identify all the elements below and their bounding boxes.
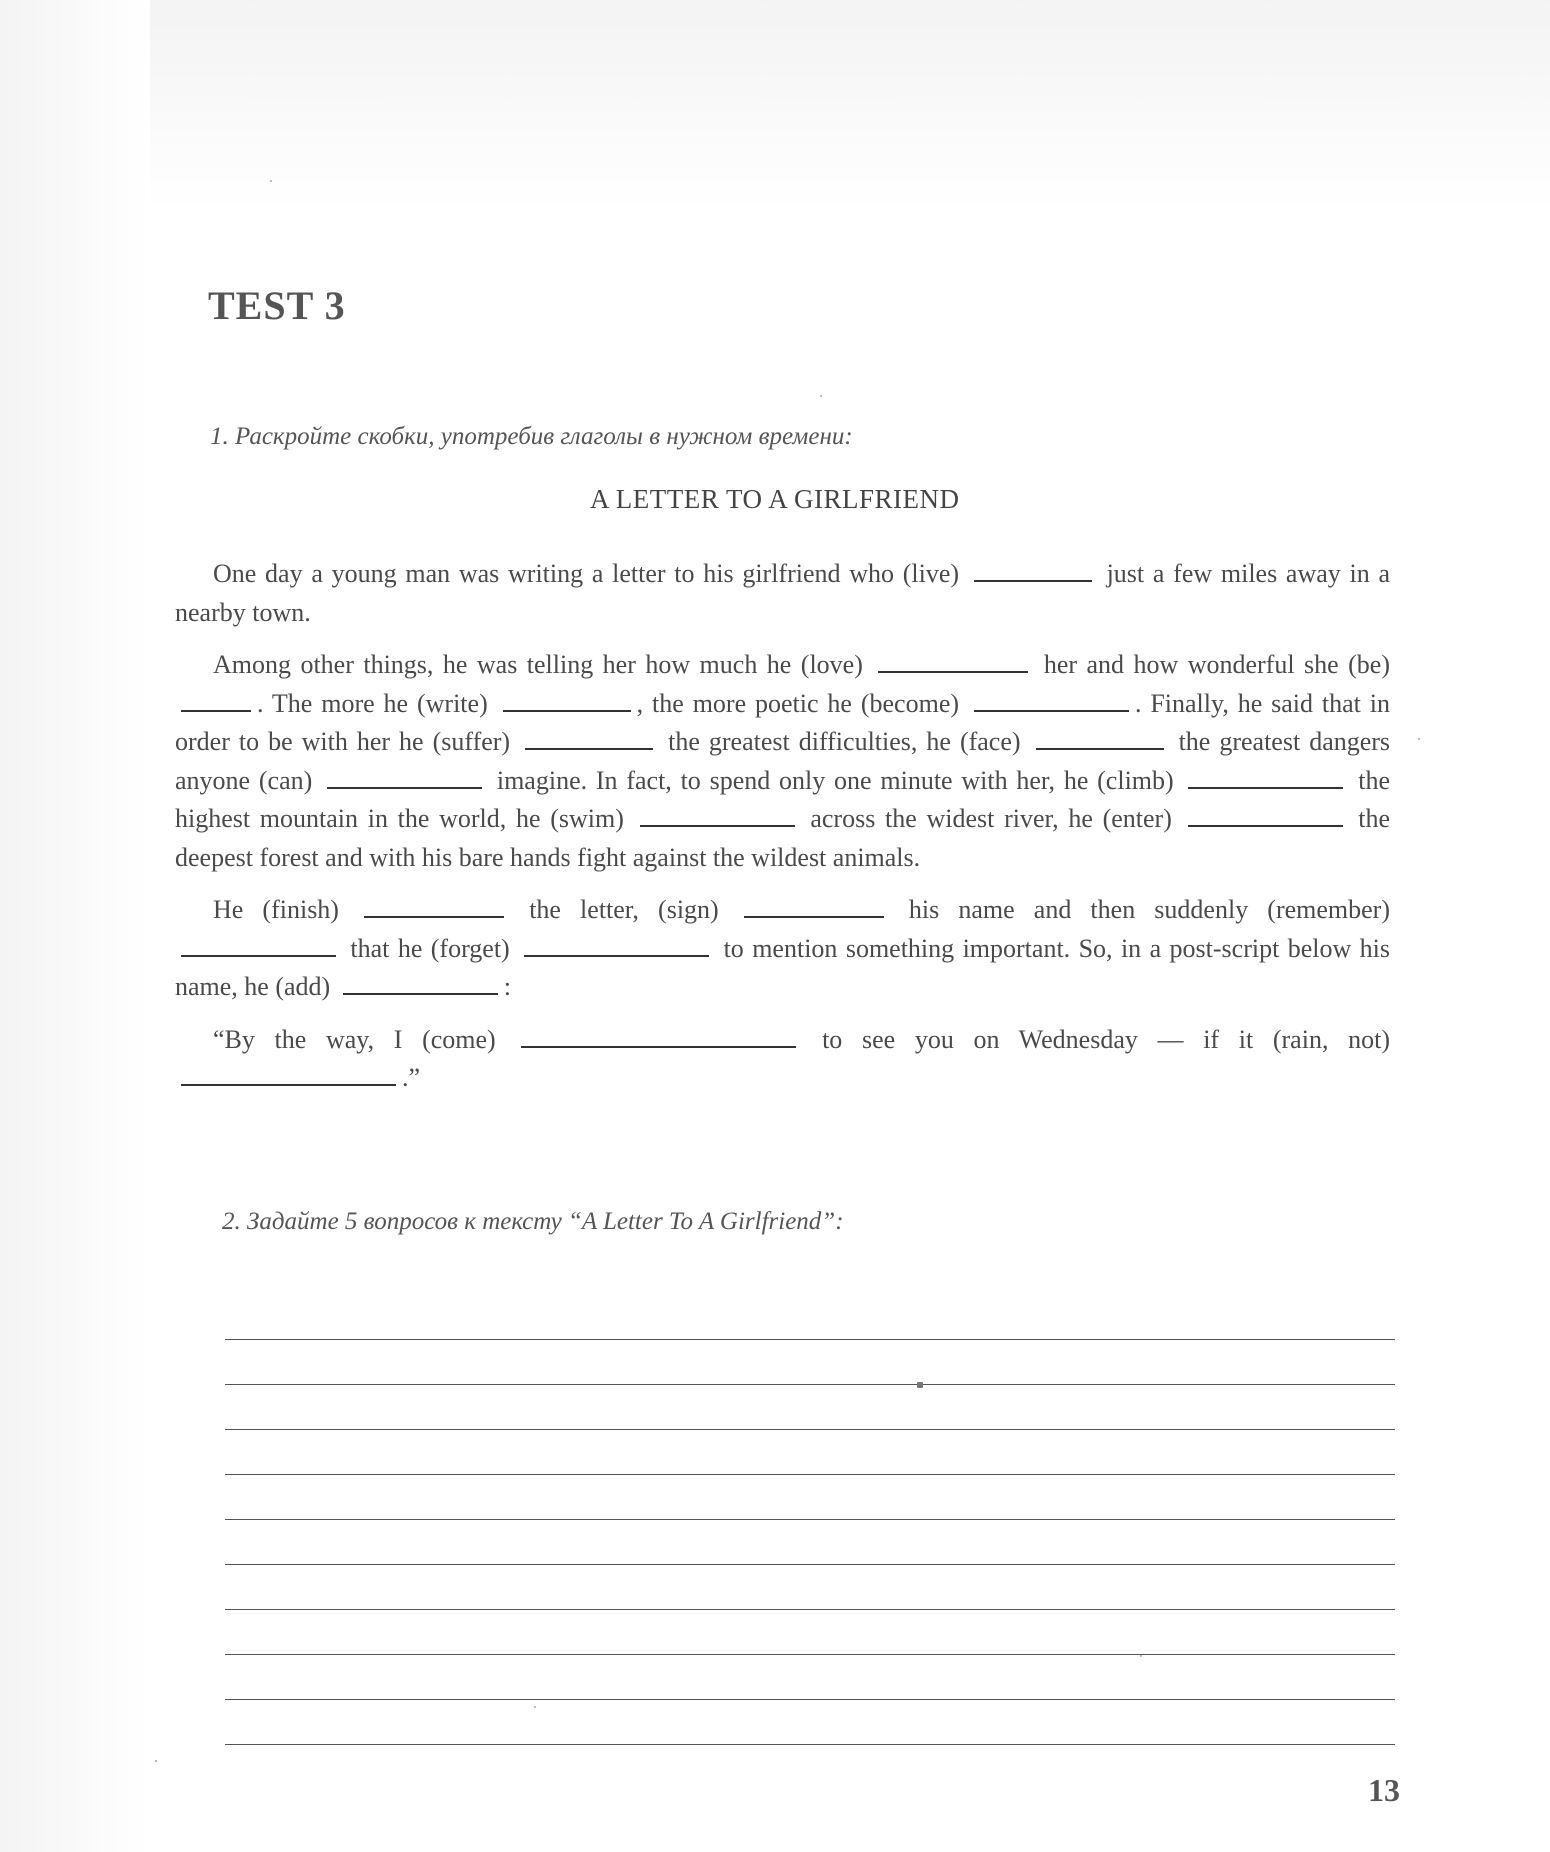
text-segment: to mention something important. So, in a post-script below his name, he (add) — [175, 933, 1391, 1001]
scan-shading-left — [0, 0, 150, 1852]
text-segment: that he (forget) — [350, 933, 510, 963]
task-2-instruction: 2. Задайте 5 вопросов к тексту “A Letter To A Girlfriend”: — [222, 1208, 844, 1235]
text-segment: her and how wonderful she (be) — [1043, 650, 1391, 679]
text-segment: .” — [402, 1063, 421, 1092]
text-segment: . Finally, he said that in order to be with her he (suffer) — [175, 688, 1391, 756]
scan-speck — [270, 180, 272, 182]
answer-blank[interactable] — [640, 803, 795, 827]
answer-blank[interactable] — [1188, 803, 1343, 827]
answer-line[interactable] — [225, 1475, 1395, 1520]
answer-line[interactable] — [225, 1565, 1395, 1610]
paragraph-2 — [175, 646, 1390, 877]
answer-blank[interactable] — [181, 1062, 396, 1086]
letter-title: A LETTER TO A GIRLFRIEND — [590, 484, 960, 514]
answer-blank[interactable] — [878, 649, 1028, 673]
scan-speck — [1140, 1655, 1142, 1657]
answer-line[interactable] — [225, 1655, 1395, 1700]
text-segment: the letter, (sign) — [529, 895, 719, 924]
answer-blank[interactable] — [744, 894, 884, 918]
answer-line[interactable] — [225, 1610, 1395, 1655]
page-number: 13 — [1368, 1772, 1400, 1808]
text-segment: just a few miles away in a nearby town. — [175, 559, 1391, 627]
letter-text — [175, 555, 1390, 1112]
text-segment: : — [503, 972, 511, 1001]
text-segment: He (finish) — [213, 895, 339, 924]
answer-blank[interactable] — [525, 726, 653, 750]
answer-blank[interactable] — [974, 688, 1129, 712]
scan-speck — [917, 1382, 923, 1388]
answer-line[interactable] — [225, 1340, 1395, 1385]
text-segment: the greatest difficulties, he (face) — [668, 727, 1021, 756]
paragraph-4 — [175, 1021, 1390, 1098]
paragraph-3 — [175, 891, 1390, 1007]
scan-speck — [155, 1760, 157, 1762]
text-segment: to see you on Wednesday — if it (rain, not) — [822, 1024, 1390, 1054]
answer-blank[interactable] — [524, 933, 709, 957]
task-1-instruction: 1. Раскройте скобки, употребив глаголы в нужном времени: — [210, 423, 853, 450]
scan-shading-top — [0, 0, 1550, 210]
text-segment: , the more poetic he (become) — [636, 688, 960, 718]
answer-line[interactable] — [225, 1520, 1395, 1565]
answer-lines — [225, 1295, 1395, 1745]
scan-speck — [534, 1706, 536, 1708]
answer-blank[interactable] — [181, 688, 251, 712]
answer-blank[interactable] — [1188, 765, 1343, 789]
answer-blank[interactable] — [181, 933, 336, 957]
answer-blank[interactable] — [503, 688, 631, 712]
text-segment: Among other things, he was telling her how much he (love) — [213, 650, 863, 679]
answer-line[interactable] — [225, 1295, 1395, 1340]
text-segment: the highest mountain in the world, he (swim) — [175, 765, 1391, 833]
text-segment: One day a young man was writing a letter to his girlfriend who (live) — [213, 559, 960, 588]
text-segment: “By the way, I (come) — [213, 1024, 496, 1054]
answer-blank[interactable] — [327, 765, 482, 789]
paragraph-1 — [175, 555, 1390, 632]
text-segment: his name and then suddenly (remember) — [908, 895, 1390, 924]
text-segment: . The more he (write) — [257, 688, 488, 718]
answer-line[interactable] — [225, 1430, 1395, 1475]
answer-blank[interactable] — [343, 971, 498, 995]
answer-line[interactable] — [225, 1385, 1395, 1430]
text-segment: imagine. In fact, to spend only one minute with her, he (climb) — [496, 765, 1174, 795]
scan-speck — [820, 395, 822, 397]
answer-line[interactable] — [225, 1700, 1395, 1745]
answer-blank[interactable] — [364, 894, 504, 918]
answer-blank[interactable] — [1036, 726, 1164, 750]
text-segment: the greatest dangers anyone (can) — [175, 727, 1391, 795]
text-segment: the deepest forest and with his bare hands fight against the wildest animals. — [175, 804, 1391, 872]
answer-blank[interactable] — [521, 1024, 796, 1048]
text-segment: across the widest river, he (enter) — [810, 804, 1172, 833]
answer-blank[interactable] — [974, 558, 1092, 582]
test-title: TEST 3 — [208, 283, 346, 328]
scan-speck — [1418, 738, 1420, 740]
